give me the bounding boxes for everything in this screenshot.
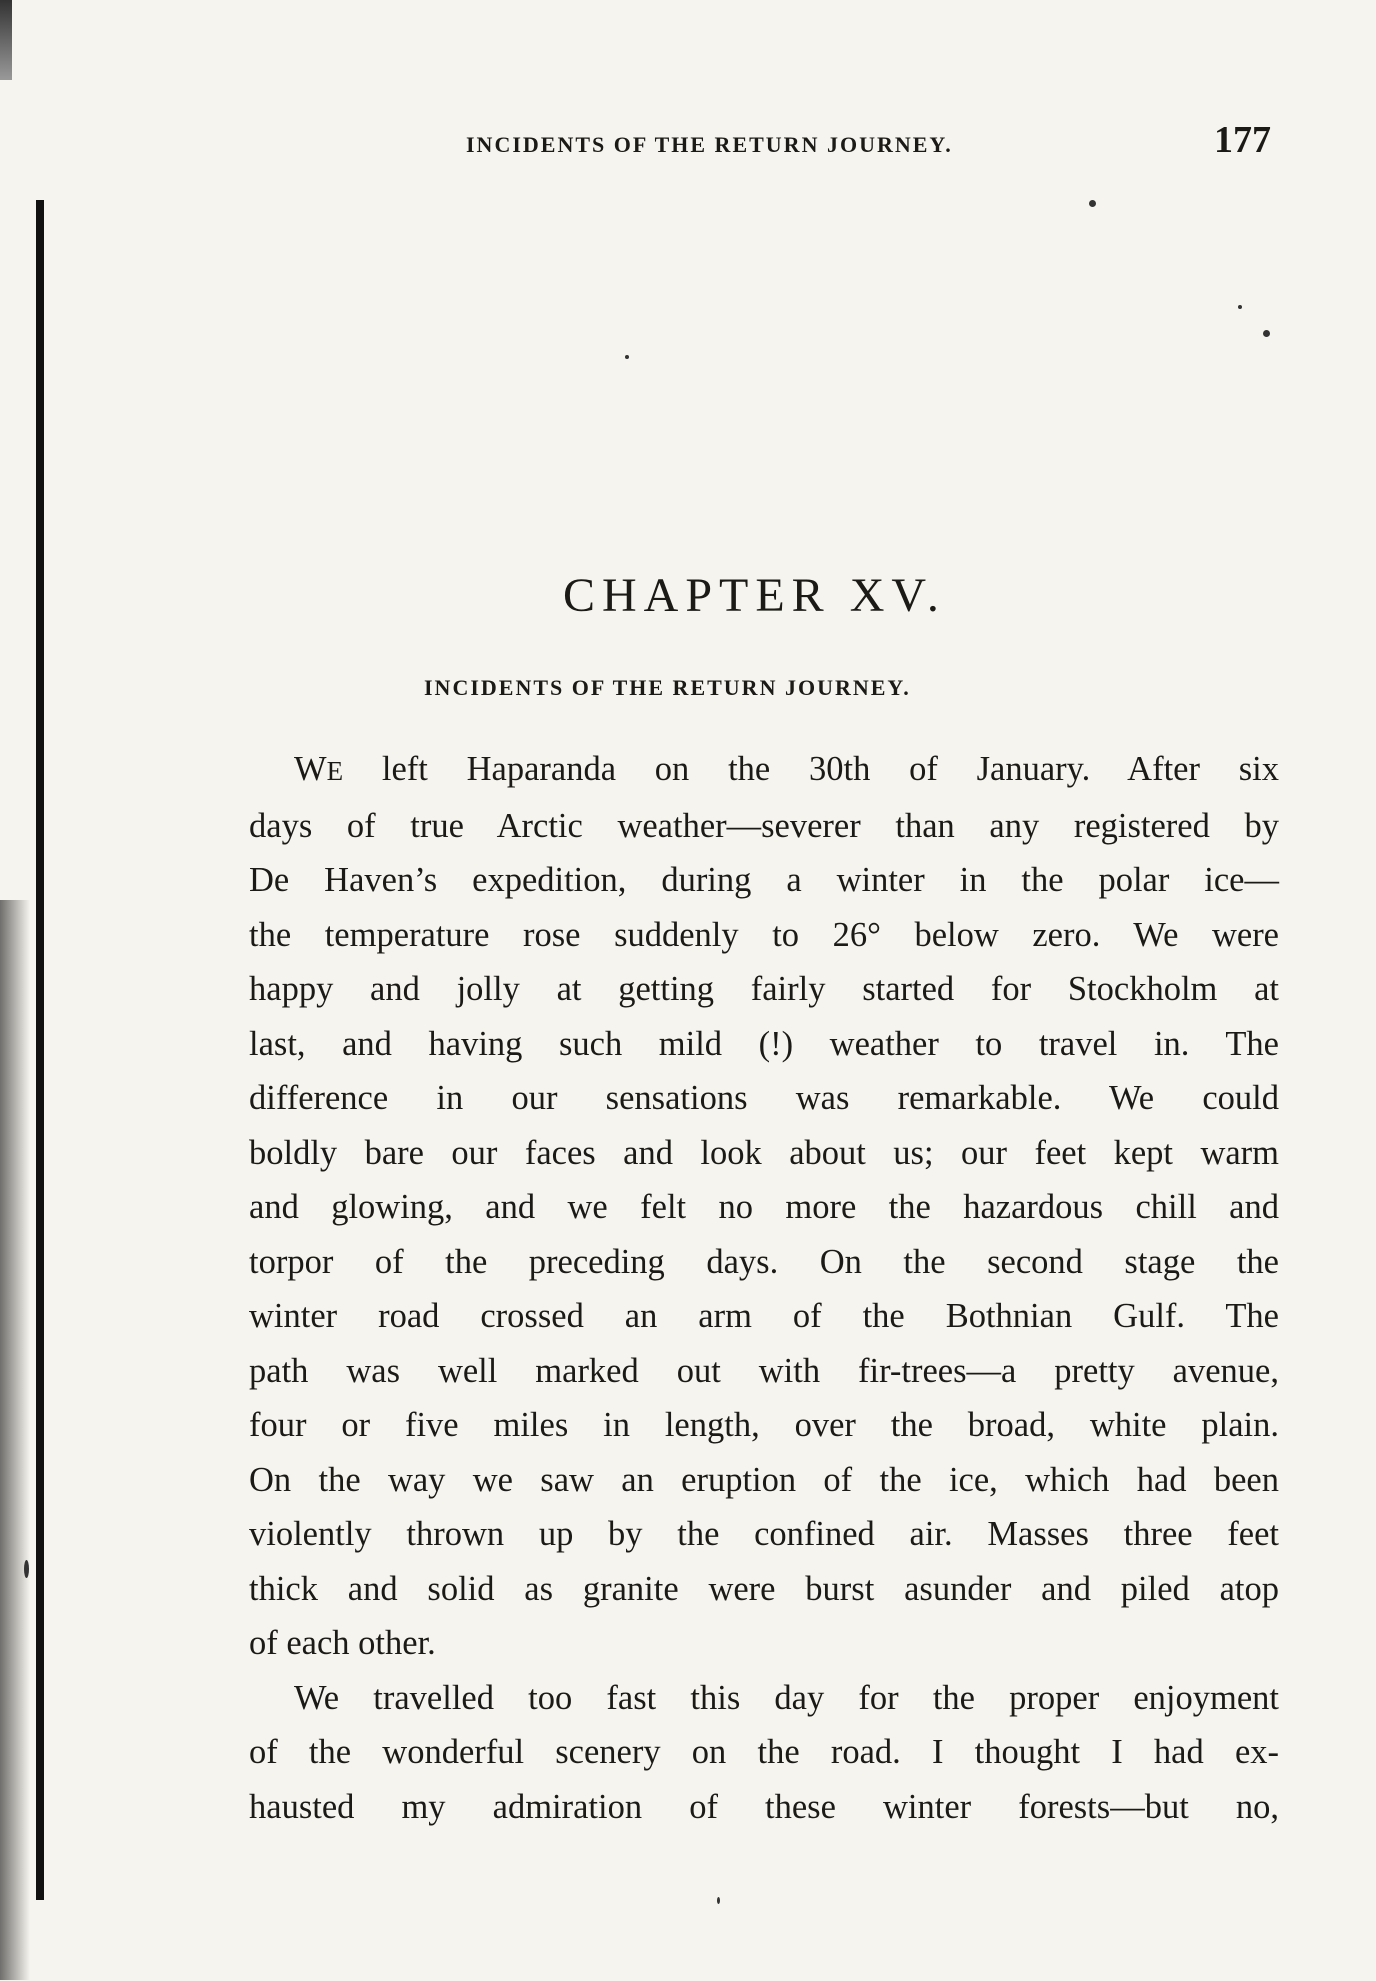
scan-speck [1089,200,1096,207]
scan-speck [1238,305,1242,309]
chapter-subtitle: INCIDENTS OF THE RETURN JOURNEY. [424,675,911,700]
scan-speck [1263,330,1270,337]
text-line: On the way we saw an eruption of the ice, which had been [249,1460,1279,1499]
scan-speck [24,1560,29,1578]
scan-speck [717,1897,720,1904]
page-number: 177 [1214,119,1271,161]
scan-gutter-line [36,200,44,1900]
running-head: INCIDENTS OF THE RETURN JOURNEY. [466,132,953,157]
text-line: path was well marked out with fir-trees—a pretty avenue, [249,1351,1279,1390]
text-line: days of true Arctic weather—severer than any registered by [249,806,1279,845]
text-line: hausted my admiration of these winter forests—but no, [249,1787,1279,1826]
text-line: four or five miles in length, over the broad, white plain. [249,1406,1279,1444]
text-line: the temperature rose suddenly to 26° below zero. We were [249,915,1279,954]
chapter-title-text: CHAPTER XV. [563,569,946,622]
text-line: violently thrown up by the confined air. Masses three feet [249,1515,1279,1553]
text-line: De Haven’s expedition, during a winter in the polar ice— [249,861,1279,899]
text-line: last, and having such mild (!) weather to travel in. The [249,1024,1279,1063]
text-line: and glowing, and we felt no more the hazardous chill and [249,1188,1279,1226]
text-line: torpor of the preceding days. On the second stage the [249,1242,1279,1281]
scan-gutter-shadow [0,900,30,1980]
dropcap-letter: W [294,750,327,788]
paragraph-1 [249,742,1279,1671]
text-line: winter road crossed an arm of the Bothnian Gulf. The [249,1297,1279,1335]
text-line-rest: left Haparanda on the 30th of January. After six [343,750,1279,788]
text-line: happy and jolly at getting fairly started for Stockholm at [249,970,1279,1008]
dropcap-smallcap: E [326,756,344,786]
text-line: difference in our sensations was remarkable. We could [249,1079,1279,1117]
text-line [249,742,1279,799]
text-line: thick and solid as granite were burst asunder and piled atop [249,1569,1279,1608]
paragraph-2 [249,1671,1279,1835]
chapter-title [0,568,1376,623]
body-text [249,742,1279,1834]
scan-edge-top [0,0,12,80]
text-line: We travelled too fast this day for the proper enjoyment [294,1678,1279,1717]
text-line: of the wonderful scenery on the road. I thought I had ex- [249,1733,1279,1771]
text-line: of each other. [249,1624,436,1662]
scan-speck [625,355,629,359]
text-line: boldly bare our faces and look about us; our feet kept warm [249,1133,1279,1172]
